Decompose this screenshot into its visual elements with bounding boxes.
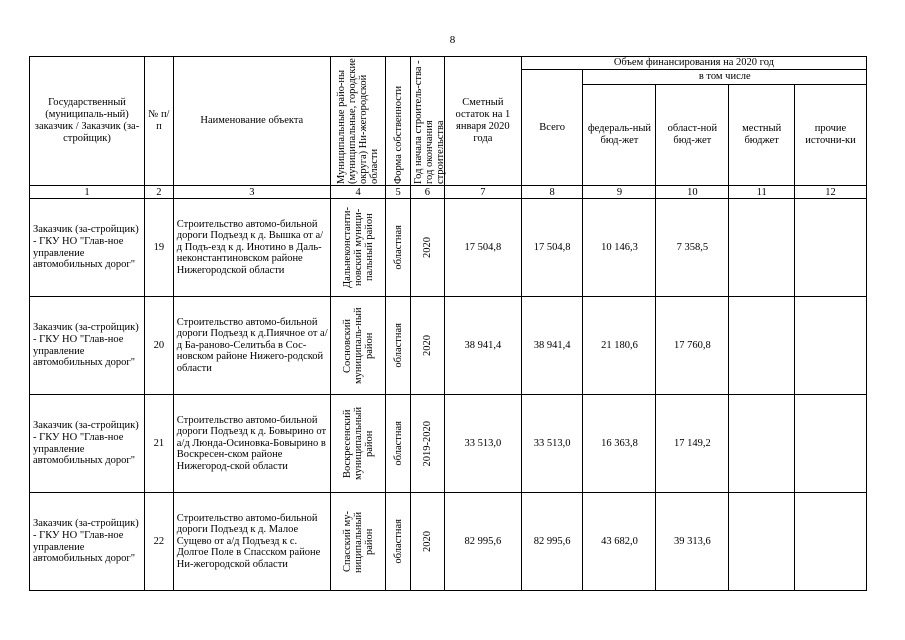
row-object: Строительство автомо-бильной дороги Подъезд к д.Пиячное от а/д Ба-раново-Селитьба в Сос-новском районе Нижего-родской области — [173, 297, 330, 395]
header-num: № п/ п — [145, 57, 174, 186]
row-object: Строительство автомо-бильной дороги Подъезд к д. Вышка от а/д Подъ-езд к д. Инотино в Даль-неконстантиновском районе Нижегородской области — [173, 199, 330, 297]
row-balance: 82 995,6 — [444, 493, 521, 591]
column-number: 4 — [330, 186, 385, 199]
row-num: 20 — [145, 297, 174, 395]
header-federal: федераль-ный бюд-жет — [583, 85, 656, 186]
header-municipality: Муниципальные райо-ны (муниципальные, городские округа) Ни-жегородской области — [336, 58, 381, 184]
table-row — [30, 297, 867, 395]
row-total: 38 941,4 — [521, 297, 583, 395]
row-total: 17 504,8 — [521, 199, 583, 297]
row-local — [729, 395, 795, 493]
row-num: 21 — [145, 395, 174, 493]
header-customer: Государственный (муниципаль-ный) заказчик / Заказчик (за-стройщик) — [30, 57, 145, 186]
row-municipality-cell — [330, 493, 385, 591]
row-regional: 39 313,6 — [656, 493, 729, 591]
row-ownership-cell — [386, 395, 411, 493]
column-number: 2 — [145, 186, 174, 199]
header-local: местный бюджет — [729, 85, 795, 186]
row-regional: 7 358,5 — [656, 199, 729, 297]
row-num: 22 — [145, 493, 174, 591]
column-number: 8 — [521, 186, 583, 199]
column-number: 3 — [173, 186, 330, 199]
row-regional: 17 149,2 — [656, 395, 729, 493]
header-financing: Объем финансирования на 2020 год — [521, 57, 866, 70]
row-ownership-cell — [386, 493, 411, 591]
header-ownership: Форма собственности — [392, 85, 404, 184]
row-customer: Заказчик (за-стройщик) - ГКУ НО "Глав-ное управление автомобильных дорог" — [30, 493, 145, 591]
row-ownership-cell — [386, 297, 411, 395]
row-balance: 33 513,0 — [444, 395, 521, 493]
row-municipality-cell — [330, 395, 385, 493]
row-federal: 10 146,3 — [583, 199, 656, 297]
column-number: 9 — [583, 186, 656, 199]
row-balance: 17 504,8 — [444, 199, 521, 297]
header-years: Год начала строитель-ства - год окончания строительства — [412, 60, 446, 184]
row-years: 2020 — [421, 237, 433, 258]
row-customer: Заказчик (за-стройщик) - ГКУ НО "Глав-ное управление автомобильных дорог" — [30, 199, 145, 297]
row-years: 2020 — [421, 531, 433, 552]
table-row — [30, 395, 867, 493]
table-row — [30, 199, 867, 297]
row-municipality: Сосновский муниципаль-ный район — [341, 307, 375, 384]
row-other — [795, 199, 867, 297]
header-municipality-cell — [330, 57, 385, 186]
table-row — [30, 493, 867, 591]
row-federal: 16 363,8 — [583, 395, 656, 493]
row-years-cell — [410, 199, 444, 297]
row-ownership: областная — [392, 421, 404, 466]
header-estimated-balance: Сметный остаток на 1 января 2020 года — [444, 57, 521, 186]
row-local — [729, 199, 795, 297]
row-municipality-cell — [330, 199, 385, 297]
header-including: в том числе — [583, 70, 867, 85]
row-total: 82 995,6 — [521, 493, 583, 591]
page-number: 8 — [449, 34, 456, 46]
header-ownership-cell — [386, 57, 411, 186]
column-number: 1 — [30, 186, 145, 199]
row-other — [795, 493, 867, 591]
row-other — [795, 395, 867, 493]
row-years-cell — [410, 395, 444, 493]
row-ownership-cell — [386, 199, 411, 297]
row-other — [795, 297, 867, 395]
row-years-cell — [410, 297, 444, 395]
header-years-cell — [410, 57, 444, 186]
row-years: 2020 — [421, 335, 433, 356]
header-other: прочие источни-ки — [795, 85, 867, 186]
row-federal: 21 180,6 — [583, 297, 656, 395]
row-num: 19 — [145, 199, 174, 297]
column-numbers-row — [30, 186, 867, 199]
financing-table — [29, 56, 867, 591]
header-object-name: Наименование объекта — [173, 57, 330, 186]
row-ownership: областная — [392, 323, 404, 368]
row-ownership: областная — [392, 225, 404, 270]
row-municipality: Спасский му-ниципальный район — [341, 510, 375, 573]
row-years: 2019-2020 — [421, 420, 433, 467]
row-balance: 38 941,4 — [444, 297, 521, 395]
row-municipality: Дальнеконстанти-новский муници-пальный район — [341, 206, 375, 289]
row-ownership: областная — [392, 519, 404, 564]
column-number: 5 — [386, 186, 411, 199]
header-regional: област-ной бюд-жет — [656, 85, 729, 186]
row-total: 33 513,0 — [521, 395, 583, 493]
row-local — [729, 297, 795, 395]
column-number: 7 — [444, 186, 521, 199]
column-number: 10 — [656, 186, 729, 199]
row-object: Строительство автомо-бильной дороги Подъезд к д. Бовырино от а/д Люнда-Осиновка-Бовырино в Воскресен-ском районе Нижегород-ской области — [173, 395, 330, 493]
row-municipality-cell — [330, 297, 385, 395]
row-customer: Заказчик (за-стройщик) - ГКУ НО "Глав-ное управление автомобильных дорог" — [30, 297, 145, 395]
row-object: Строительство автомо-бильной дороги Подъезд к д. Малое Сущево от а/д Подъезд к с. Долгое Поле в Спасском районе Ни-жегородской области — [173, 493, 330, 591]
row-regional: 17 760,8 — [656, 297, 729, 395]
column-number: 11 — [729, 186, 795, 199]
row-years-cell — [410, 493, 444, 591]
header-total: Всего — [521, 70, 583, 186]
row-federal: 43 682,0 — [583, 493, 656, 591]
column-number: 12 — [795, 186, 867, 199]
row-customer: Заказчик (за-стройщик) - ГКУ НО "Глав-ное управление автомобильных дорог" — [30, 395, 145, 493]
row-local — [729, 493, 795, 591]
row-municipality: Воскресенский муниципальный район — [341, 406, 375, 481]
column-number: 6 — [410, 186, 444, 199]
